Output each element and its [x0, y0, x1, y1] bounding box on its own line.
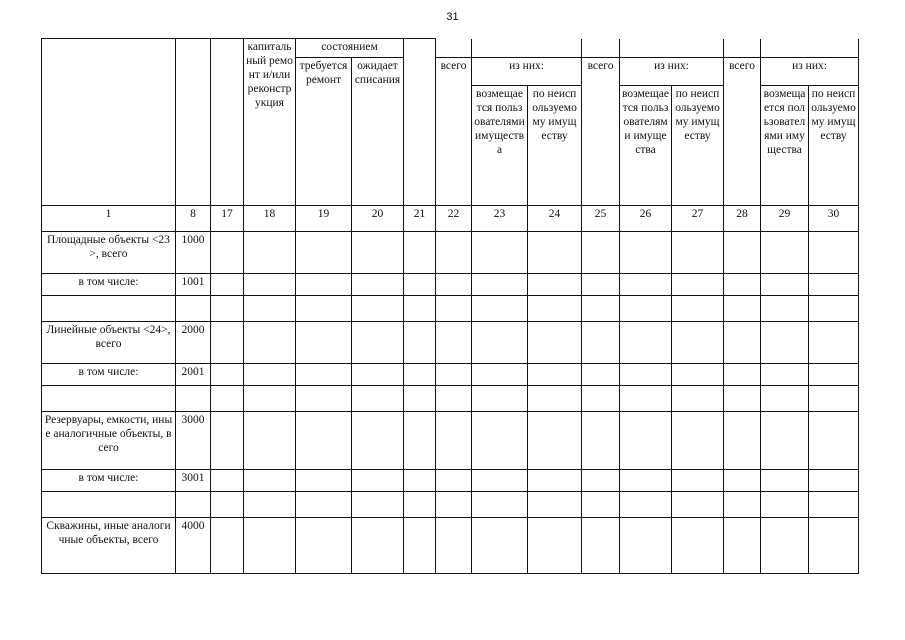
table-cell	[672, 470, 724, 492]
table-cell	[472, 492, 528, 518]
table-cell	[404, 274, 436, 296]
table-cell	[404, 386, 436, 412]
table-row	[42, 322, 859, 364]
table-cell	[296, 518, 352, 574]
table-cell	[672, 492, 724, 518]
row-label	[42, 492, 176, 518]
row-code: 3000	[176, 412, 211, 470]
header-unused-1: по неиспользуемому имуществу	[528, 86, 582, 206]
table-row	[42, 296, 859, 322]
table-cell	[809, 492, 859, 518]
table-cell	[296, 364, 352, 386]
table-cell	[620, 296, 672, 322]
header-unused-3: по неиспользуемому имуществу	[809, 86, 859, 206]
table-cell	[436, 412, 472, 470]
table-cell	[244, 470, 296, 492]
table-cell	[809, 274, 859, 296]
table-row	[42, 492, 859, 518]
col-number-18: 18	[244, 206, 296, 232]
table-cell	[761, 274, 809, 296]
header-unused-2: по неиспользуемому имуществу	[672, 86, 724, 206]
table-cell	[761, 364, 809, 386]
header-blank-top-a	[436, 39, 472, 58]
row-code: 3001	[176, 470, 211, 492]
table-cell	[404, 296, 436, 322]
table-cell	[436, 232, 472, 274]
table-cell	[620, 492, 672, 518]
table-row	[42, 412, 859, 470]
header-total-22: всего	[436, 58, 472, 206]
table-cell	[404, 232, 436, 274]
table-cell	[582, 492, 620, 518]
table-cell	[211, 296, 244, 322]
table-cell	[724, 232, 761, 274]
table-cell	[436, 518, 472, 574]
table-cell	[582, 518, 620, 574]
header-reimbursed-3: возмещается пользователями имущества	[761, 86, 809, 206]
table-cell	[472, 470, 528, 492]
table-cell	[352, 470, 404, 492]
table-cell	[620, 232, 672, 274]
table-cell	[352, 364, 404, 386]
row-label: в том числе:	[42, 364, 176, 386]
table-cell	[724, 492, 761, 518]
table-cell	[211, 322, 244, 364]
header-blank-21	[404, 39, 436, 206]
table-cell	[352, 412, 404, 470]
row-code: 1000	[176, 232, 211, 274]
table-cell	[404, 364, 436, 386]
table-cell	[528, 412, 582, 470]
table-row	[42, 386, 859, 412]
table-cell	[761, 470, 809, 492]
row-code	[176, 296, 211, 322]
table-cell	[809, 232, 859, 274]
table-cell	[528, 518, 582, 574]
header-of-them-3: из них:	[761, 58, 859, 86]
table-cell	[528, 492, 582, 518]
table-cell	[582, 470, 620, 492]
table-cell	[472, 274, 528, 296]
table-cell	[352, 296, 404, 322]
table-cell	[809, 518, 859, 574]
col-number-27: 27	[672, 206, 724, 232]
table-cell	[809, 412, 859, 470]
table-cell	[472, 232, 528, 274]
table-cell	[809, 322, 859, 364]
header-blank-top-c	[582, 39, 620, 58]
row-code: 2001	[176, 364, 211, 386]
row-code: 2000	[176, 322, 211, 364]
header-blank-17	[211, 39, 244, 206]
table-cell	[809, 364, 859, 386]
row-label	[42, 296, 176, 322]
table-cell	[672, 364, 724, 386]
table-cell	[620, 274, 672, 296]
table-cell	[296, 492, 352, 518]
report-table	[41, 38, 859, 574]
table-cell	[809, 470, 859, 492]
table-cell	[724, 386, 761, 412]
table-cell	[436, 386, 472, 412]
table-cell	[582, 386, 620, 412]
table-cell	[620, 518, 672, 574]
table-cell	[672, 274, 724, 296]
table-cell	[724, 364, 761, 386]
col-number-1: 1	[42, 206, 176, 232]
row-label: Скважины, иные аналогичные объекты, всего	[42, 518, 176, 574]
table-cell	[244, 492, 296, 518]
header-reimbursed-1: возмещается пользователями имущества	[472, 86, 528, 206]
header-blank-top-f	[761, 39, 859, 58]
table-cell	[672, 296, 724, 322]
table-cell	[352, 386, 404, 412]
table-cell	[528, 296, 582, 322]
table-cell	[620, 322, 672, 364]
row-code: 4000	[176, 518, 211, 574]
table-cell	[672, 386, 724, 412]
table-cell	[472, 412, 528, 470]
table-cell	[620, 470, 672, 492]
table-cell	[761, 322, 809, 364]
table-cell	[809, 386, 859, 412]
table-cell	[296, 232, 352, 274]
col-number-17: 17	[211, 206, 244, 232]
header-awaiting-writeoff: ожидает списания	[352, 58, 404, 206]
table-cell	[244, 412, 296, 470]
table-cell	[620, 386, 672, 412]
col-number-28: 28	[724, 206, 761, 232]
table-row	[42, 274, 859, 296]
table-cell	[211, 386, 244, 412]
table-cell	[528, 386, 582, 412]
col-number-29: 29	[761, 206, 809, 232]
header-blank-top-d	[620, 39, 724, 58]
table-cell	[472, 364, 528, 386]
table-cell	[211, 232, 244, 274]
col-number-21: 21	[404, 206, 436, 232]
table-cell	[296, 322, 352, 364]
table-cell	[582, 412, 620, 470]
table-cell	[296, 386, 352, 412]
table-cell	[724, 518, 761, 574]
col-number-22: 22	[436, 206, 472, 232]
table-cell	[582, 296, 620, 322]
table-cell	[672, 232, 724, 274]
table-cell	[352, 492, 404, 518]
header-capital-repair: капитальный ремонт и/или реконструкция	[244, 39, 296, 206]
table-cell	[296, 274, 352, 296]
col-number-26: 26	[620, 206, 672, 232]
table-cell	[244, 518, 296, 574]
table-cell	[528, 274, 582, 296]
row-label: Резервуары, емкости, иные аналогичные объекты, всего	[42, 412, 176, 470]
table-row	[42, 518, 859, 574]
table-cell	[724, 412, 761, 470]
table-cell	[211, 412, 244, 470]
table-cell	[436, 322, 472, 364]
row-code	[176, 386, 211, 412]
header-blank-1	[42, 39, 176, 206]
table-cell	[620, 364, 672, 386]
table-cell	[582, 232, 620, 274]
header-needs-repair: требуется ремонт	[296, 58, 352, 206]
col-number-25: 25	[582, 206, 620, 232]
table-cell	[672, 412, 724, 470]
table-cell	[672, 322, 724, 364]
table-cell	[809, 296, 859, 322]
header-state: состоянием	[296, 39, 404, 58]
table-row	[42, 470, 859, 492]
table-cell	[528, 322, 582, 364]
table-cell	[436, 364, 472, 386]
row-label: в том числе:	[42, 274, 176, 296]
row-code: 1001	[176, 274, 211, 296]
table-cell	[761, 296, 809, 322]
col-number-20: 20	[352, 206, 404, 232]
table-row	[42, 232, 859, 274]
table-cell	[528, 470, 582, 492]
header-blank-top-e	[724, 39, 761, 58]
table-cell	[724, 322, 761, 364]
table-cell	[472, 322, 528, 364]
table-cell	[724, 296, 761, 322]
header-total-25: всего	[582, 58, 620, 206]
table-cell	[244, 232, 296, 274]
table-cell	[582, 274, 620, 296]
table-cell	[244, 386, 296, 412]
header-of-them-1: из них:	[472, 58, 582, 86]
table-cell	[404, 412, 436, 470]
table-cell	[244, 364, 296, 386]
row-label: Линейные объекты <24>, всего	[42, 322, 176, 364]
table-cell	[528, 364, 582, 386]
header-blank-8	[176, 39, 211, 206]
table-cell	[211, 518, 244, 574]
row-code	[176, 492, 211, 518]
row-label	[42, 386, 176, 412]
page-number: 31	[446, 11, 459, 23]
table-cell	[761, 232, 809, 274]
table-cell	[528, 232, 582, 274]
table-cell	[724, 274, 761, 296]
table-cell	[211, 274, 244, 296]
table-cell	[436, 492, 472, 518]
table-cell	[352, 518, 404, 574]
col-number-23: 23	[472, 206, 528, 232]
table-cell	[352, 232, 404, 274]
col-number-30: 30	[809, 206, 859, 232]
table-cell	[761, 518, 809, 574]
table-cell	[761, 386, 809, 412]
header-blank-top-b	[472, 39, 582, 58]
table-cell	[672, 518, 724, 574]
table-cell	[724, 470, 761, 492]
table-cell	[244, 274, 296, 296]
header-reimbursed-2: возмещается пользователями имущества	[620, 86, 672, 206]
table-cell	[761, 412, 809, 470]
table-cell	[404, 322, 436, 364]
table-row	[42, 364, 859, 386]
table-cell	[211, 492, 244, 518]
table-cell	[436, 470, 472, 492]
table-cell	[404, 470, 436, 492]
table-cell	[352, 322, 404, 364]
col-number-8: 8	[176, 206, 211, 232]
header-of-them-2: из них:	[620, 58, 724, 86]
table-cell	[436, 274, 472, 296]
table-cell	[404, 518, 436, 574]
table-cell	[296, 412, 352, 470]
row-label: Площадные объекты <23>, всего	[42, 232, 176, 274]
table-cell	[472, 296, 528, 322]
col-number-19: 19	[296, 206, 352, 232]
table-cell	[472, 518, 528, 574]
table-cell	[296, 470, 352, 492]
table-cell	[436, 296, 472, 322]
table-cell	[404, 492, 436, 518]
table-cell	[244, 296, 296, 322]
table-cell	[296, 296, 352, 322]
table-cell	[582, 364, 620, 386]
row-label: в том числе:	[42, 470, 176, 492]
table-cell	[582, 322, 620, 364]
table-body	[42, 232, 859, 574]
table-cell	[620, 412, 672, 470]
col-number-24: 24	[528, 206, 582, 232]
table-cell	[472, 386, 528, 412]
header-total-28: всего	[724, 58, 761, 206]
table-cell	[244, 322, 296, 364]
table-cell	[352, 274, 404, 296]
table-cell	[211, 364, 244, 386]
table-cell	[211, 470, 244, 492]
table-cell	[761, 492, 809, 518]
